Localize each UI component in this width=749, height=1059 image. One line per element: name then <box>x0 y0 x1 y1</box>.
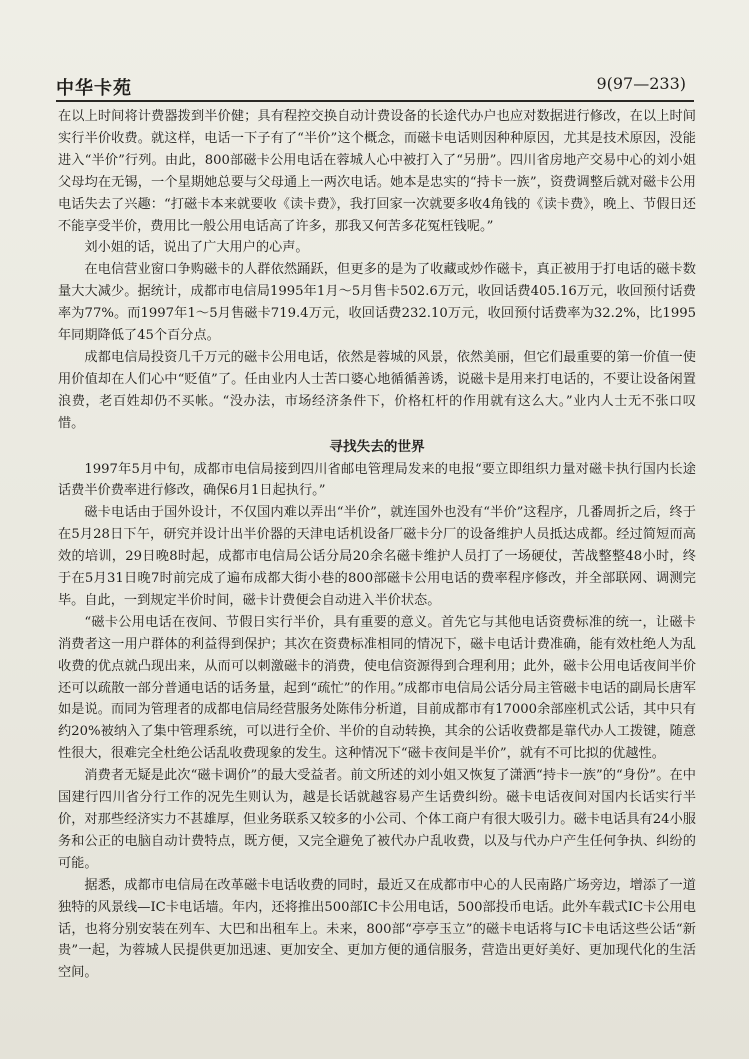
paragraph: 磁卡电话由于国外设计，不仅国内难以弄出“半价”，就连国外也没有“半价”这程序，几番周折之后，终于在5月28日下午，研究并设计出半价器的天津电话机设备厂磁卡分厂的设备维护人员抵达成都。经过简短而高效的培训，29日晚8时起，成都市电信局公话分局20余名磁卡维护人员打了一场硬仗，苦战整整48小时，终于在5月31日晚7时前完成了遍布成都大街小巷的800部磁卡公用电话的费率程序修改，并全部联网、调测完毕。自此，一到规定半价时间，磁卡计费便会自动进入半价状态。 <box>58 505 696 608</box>
page-header <box>56 72 694 102</box>
paragraph: 消费者无疑是此次“磁卡调价”的最大受益者。前文所述的刘小姐又恢复了潇洒“持卡一族”的“身份”。在中国建行四川省分行工作的况先生则认为，越是长话就越容易产生话费纠纷。磁卡电话夜间对国内长话实行半价，对那些经济实力不甚雄厚，但业务联系又较多的小公司、个体工商户有很大吸引力。磁卡电话具有24小服务和公正的电脑自动计费特点，既方便，又完全避免了被代办户乱收费，以及与代办户产生任何争执、纠纷的可能。 <box>58 768 696 871</box>
magazine-title: 中华卡苑 <box>56 78 132 99</box>
page-number: 9(97—233) <box>596 74 686 93</box>
paragraph: 1997年5月中旬，成都市电信局接到四川省邮电管理局发来的电报“要立即组织力量对磁卡执行国内长途话费半价费率进行修改，确保6月1日起执行。” <box>58 461 696 499</box>
paragraph: 在电信营业窗口争购磁卡的人群依然踊跃，但更多的是为了收藏或炒作磁卡，真正被用于打电话的磁卡数量大大减少。据统计，成都市电信局1995年1月～5月售卡502.6万元，收回话费405.16万元，收回预付话费率为77%。而1997年1～5月售磁卡719.4万元，收回话费232.10万元，收回预付话费率为32.2%，比1995年同期降低了45个百分点。 <box>58 262 696 344</box>
paragraph: 成都电信局投资几千万元的磁卡公用电话，依然是蓉城的风景，依然美丽，但它们最重要的第一价值一使用价值却在人们心中“贬值”了。任由业内人士苦口婆心地循循善诱，说磁卡是用来打电话的，不要让设备闲置浪费，老百姓却仍不买帐。“没办法，市场经济条件下，价格杠杆的作用就有这么大。”业内人士无不张口叹惜。 <box>58 349 696 431</box>
paragraph: 刘小姐的话，说出了广大用户的心声。 <box>84 240 309 256</box>
paragraph: “磁卡公用电话在夜间、节假日实行半价，具有重要的意义。首先它与其他电话资费标准的统一，让磁卡消费者这一用户群体的利益得到保护；其次在资费标准相同的情况下，磁卡电话计费准确，能有效杜绝人为乱收费的优点就凸现出来，从而可以刺激磁卡的消费，使电信资源得到合理利用；此外，磁卡公用电话夜间半价还可以疏散一部分普通电话的话务量，起到“疏忙”的作用。”成都市电信局公话分局主管磁卡电话的副局长唐军如是说。而同为管理者的成都电信局经营服务处陈伟分析道，目前成都市有17000余部座机式公话，其中只有约20%被纳入了集中管理系统，可以进行全价、半价的自动转换，其余的公话收费都是靠代办人工拨键，随意性很大，很难完全杜绝公话乱收费现象的发生。这种情况下“磁卡夜间是半价”，就有不可比拟的优越性。 <box>58 614 696 762</box>
paragraph: 据悉，成都市电信局在改革磁卡电话收费的同时，最近又在成都市中心的人民南路广场旁边，增添了一道独特的风景线—IC卡电话墙。年内，还将推出500部IC卡公用电话，500部投币电话。此外车载式IC卡公用电话，也将分别安装在列车、大巴和出租车上。未来，800部“亭亭玉立”的磁卡电话将与IC卡电话这些公话“新贵”一起，为蓉城人民提供更加迅速、更加安全、更加方便的通信服务，营造出更好美好、更加现代化的生活空间。 <box>58 877 696 981</box>
section-title: 寻找失去的世界 <box>329 438 425 455</box>
article-body <box>58 106 696 984</box>
paragraph: 在以上时间将计费器拨到半价健；具有程控交换自动计费设备的长途代办户也应对数据进行修改，在以上时间实行半价收费。就这样，电话一下子有了“半价”这个概念，而磁卡电话则因种种原因，尤其是技术原因，没能进入“半价”行列。由此，800部磁卡公用电话在蓉城人心中被打入了“另册”。四川省房地产交易中心的刘小姐父母均在无锡，一个星期她总要与父母通上一两次电话。她本是忠实的“持卡一族”，资费调整后就对磁卡公用电话失去了兴趣：“打磁卡本来就要收《读卡费》，我打回家一次就要多收4角钱的《读卡费》，晚上、节假日还不能享受半价，费用比一般公用电话高了许多，那我又何苦多花冤枉钱呢。” <box>58 109 696 234</box>
